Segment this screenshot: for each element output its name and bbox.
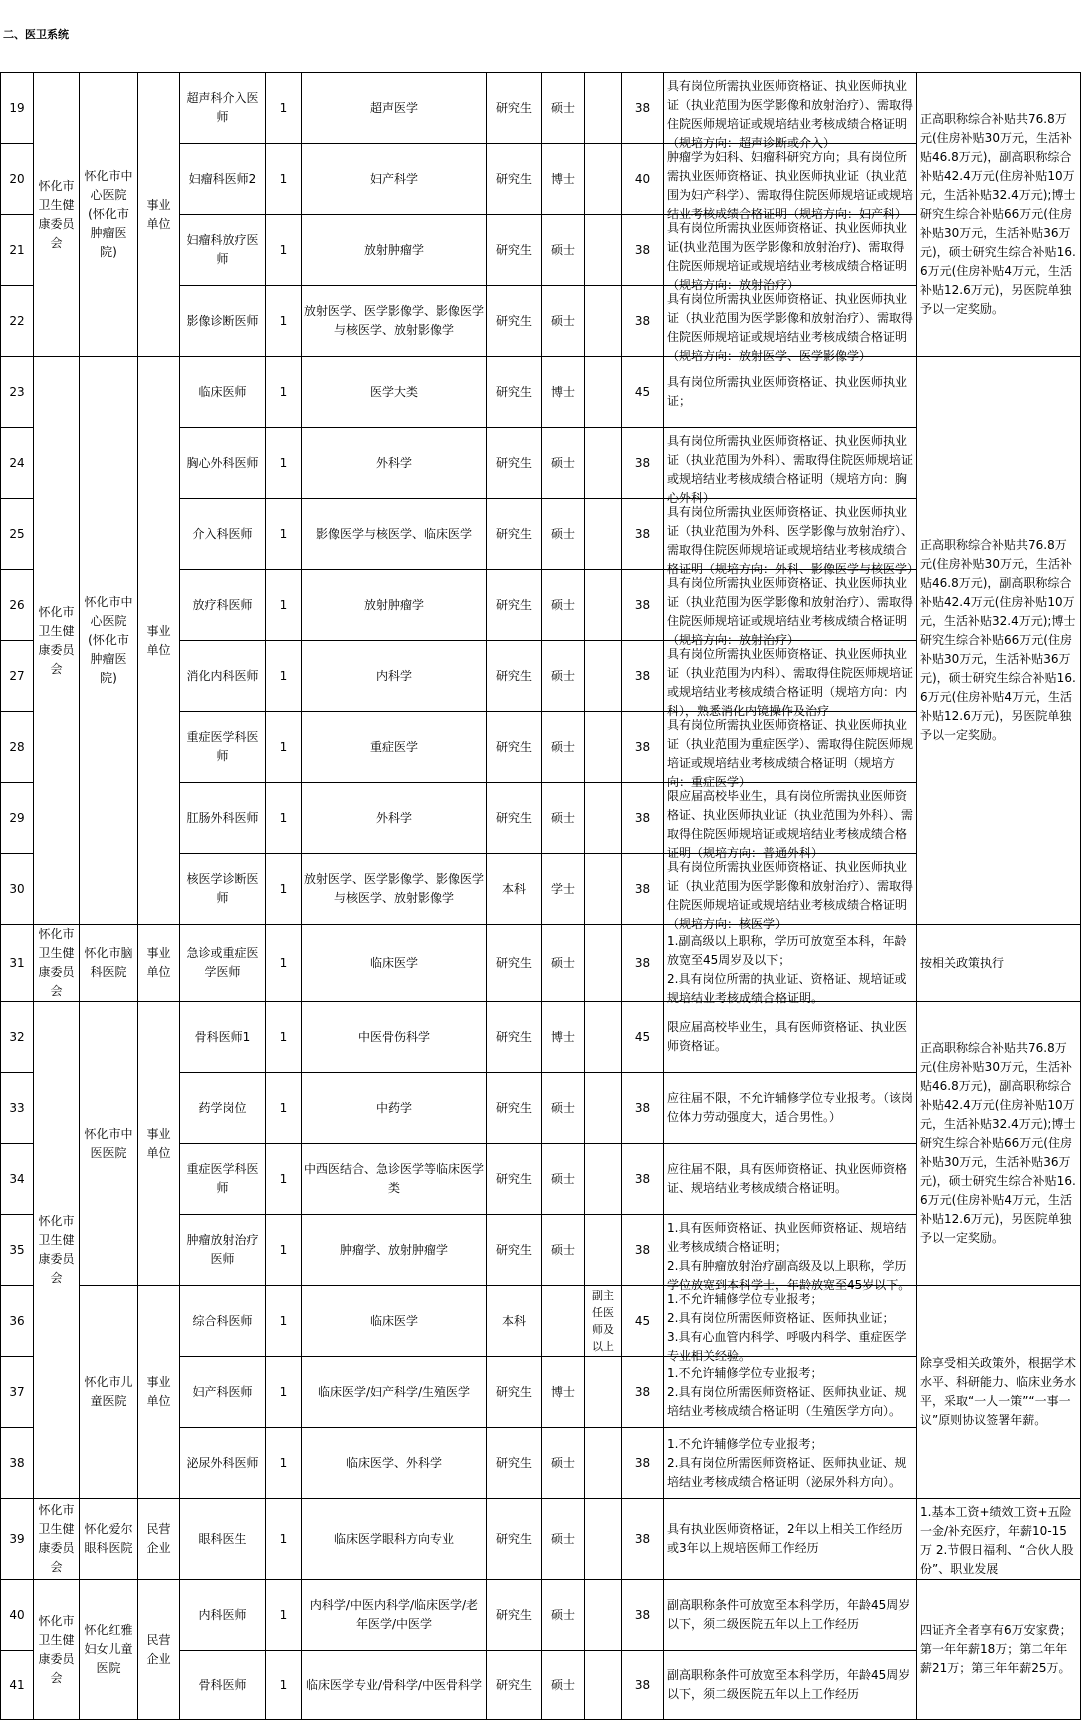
degree-cell: 硕士 — [542, 641, 585, 712]
row-number: 39 — [1, 1499, 34, 1580]
row-number: 23 — [1, 357, 34, 428]
post-name-cell: 急诊或重症医学医师 — [180, 925, 266, 1002]
title-requirement-cell: 副主任医师及以上 — [585, 1286, 622, 1357]
post-name-cell: 妇瘤科放疗医师 — [180, 215, 266, 286]
row-number: 31 — [1, 925, 34, 1002]
degree-cell: 硕士 — [542, 1428, 585, 1499]
employer-cell: 怀化红雅妇女儿童医院 — [80, 1580, 138, 1720]
age-limit-cell: 38 — [622, 854, 664, 925]
degree-cell: 博士 — [542, 1002, 585, 1073]
education-cell: 研究生 — [487, 1144, 542, 1215]
requirements-cell — [664, 215, 917, 292]
degree-cell: 学士 — [542, 854, 585, 925]
post-name-cell: 影像诊断医师 — [180, 286, 266, 357]
major-cell: 临床医学专业/骨科学/中医骨科学 — [302, 1651, 487, 1720]
requirements-cell — [664, 1499, 917, 1580]
age-limit-cell: 38 — [622, 712, 664, 783]
requirements-text: 具有岗位所需执业医师资格证、执业医师执业证（执业范围为医学影像和放射治疗）、需取得住院医师规培证或规培结业考核成绩合格证明（规培方向：放射医学、医学影像学） — [667, 292, 914, 363]
requirements-text: 具有岗位所需执业医师资格证、执业医师执业证（执业范围为医学影像和放射治疗）、需取得住院医师规培证或规培结业考核成绩合格证明（规培方向：超声诊断或介入） — [667, 79, 914, 150]
title-requirement-cell — [585, 712, 622, 783]
age-limit-cell: 38 — [622, 1357, 664, 1428]
age-limit-cell: 38 — [622, 1215, 664, 1286]
headcount-cell: 1 — [266, 73, 302, 144]
unit-type-cell: 民营企业 — [138, 1499, 180, 1580]
unit-type-cell: 民营企业 — [138, 1580, 180, 1720]
title-requirement-cell — [585, 854, 622, 925]
title-requirement-cell — [585, 286, 622, 357]
requirements-cell — [664, 1580, 917, 1651]
post-name-cell: 核医学诊断医师 — [180, 854, 266, 925]
row-number: 38 — [1, 1428, 34, 1499]
headcount-cell: 1 — [266, 1144, 302, 1215]
age-limit-cell: 38 — [622, 641, 664, 712]
unit-type-cell: 事业单位 — [138, 357, 180, 925]
education-cell: 研究生 — [487, 1428, 542, 1499]
age-limit-cell: 40 — [622, 144, 664, 215]
headcount-cell: 1 — [266, 144, 302, 215]
row-number: 30 — [1, 854, 34, 925]
benefits-cell: 四证齐全者享有6万安家费；第一年年薪18万；第二年年薪21万；第三年年薪25万。 — [917, 1580, 1081, 1720]
education-cell: 研究生 — [487, 783, 542, 854]
degree-cell: 硕士 — [542, 783, 585, 854]
requirements-cell — [664, 712, 917, 789]
age-limit-cell: 38 — [622, 428, 664, 499]
headcount-cell: 1 — [266, 499, 302, 570]
headcount-cell: 1 — [266, 357, 302, 428]
requirements-text: 应往届不限，具有医师资格证、执业医师资格证、规培结业考核成绩合格证明。 — [667, 1162, 908, 1195]
headcount-cell: 1 — [266, 1499, 302, 1580]
benefits-cell: 正高职称综合补贴共76.8万元(住房补贴30万元，生活补贴46.8万元)，副高职称综合补贴42.4万元(住房补贴10万元，生活补贴32.4万元);博士研究生综合补贴66万元(住房补贴30万元，生活补贴36万元)，硕士研究生综合补贴16.6万元(住房补贴4万元，生活补贴12.6万元)，另医院单独予以一定奖励。 — [917, 73, 1081, 357]
employer-cell: 怀化市儿童医院 — [80, 1286, 138, 1499]
post-name-cell: 消化内科医师 — [180, 641, 266, 712]
title-requirement-cell — [585, 783, 622, 854]
degree-cell: 硕士 — [542, 1580, 585, 1651]
headcount-cell: 1 — [266, 1651, 302, 1720]
major-cell: 外科学 — [302, 428, 487, 499]
education-cell: 研究生 — [487, 925, 542, 1002]
table-row — [1, 1499, 1081, 1580]
requirements-text: 限应届高校毕业生，具有岗位所需执业医师资格证、执业医师执业证（执业范围为外科）、需取得住院医师规培证或规培结业考核成绩合格证明（规培方向：普通外科） — [667, 789, 914, 860]
degree-cell: 硕士 — [542, 1215, 585, 1286]
requirements-cell — [664, 854, 917, 931]
degree-cell: 硕士 — [542, 215, 585, 286]
requirements-cell — [664, 286, 917, 363]
row-number: 28 — [1, 712, 34, 783]
row-number: 34 — [1, 1144, 34, 1215]
age-limit-cell: 38 — [622, 783, 664, 854]
headcount-cell: 1 — [266, 783, 302, 854]
post-name-cell: 内科医师 — [180, 1580, 266, 1651]
age-limit-cell: 38 — [622, 1428, 664, 1499]
table-row — [1, 925, 1081, 1002]
major-cell: 内科学 — [302, 641, 487, 712]
age-limit-cell: 38 — [622, 1073, 664, 1144]
title-requirement-cell — [585, 357, 622, 428]
degree-cell: 硕士 — [542, 925, 585, 1002]
degree-cell — [542, 1286, 585, 1357]
degree-cell: 博士 — [542, 144, 585, 215]
age-limit-cell: 45 — [622, 1002, 664, 1073]
table-body — [1, 73, 1081, 1720]
benefits-cell: 1.基本工资+绩效工资+五险一金/补充医疗，年薪10-15万 2.节假日福利、“合伙人股份”、职业发展 — [917, 1499, 1081, 1580]
row-number: 29 — [1, 783, 34, 854]
requirements-text: 副高职称条件可放宽至本科学历，年龄45周岁以下，须二级医院五年以上工作经历 — [667, 1598, 911, 1631]
requirements-text: 具有岗位所需执业医师资格证、执业医师执业证(执业范围为医学影像和放射治疗)、需取得住院医师规培证或规培结业考核成绩合格证明（规培方向：放射治疗） — [667, 221, 908, 292]
post-name-cell: 肿瘤放射治疗医师 — [180, 1215, 266, 1286]
requirements-text: 具有岗位所需执业医师资格证、执业医师执业证（执业范围为医学影像和放射治疗）、需取得住院医师规培证或规培结业考核成绩合格证明（规培方向：放射治疗） — [667, 576, 914, 647]
department-cell: 怀化市卫生健康委员会 — [34, 357, 80, 925]
row-number: 25 — [1, 499, 34, 570]
requirements-cell — [664, 1286, 917, 1363]
benefits-cell: 正高职称综合补贴共76.8万元(住房补贴30万元，生活补贴46.8万元)，副高职称综合补贴42.4万元(住房补贴10万元，生活补贴32.4万元);博士研究生综合补贴66万元(住房补贴30万元，生活补贴36万元)，硕士研究生综合补贴16.6万元(住房补贴4万元，生活补贴12.6万元)，另医院单独予以一定奖励。 — [917, 1002, 1081, 1286]
major-cell: 放射医学、医学影像学、影像医学与核医学、放射影像学 — [302, 286, 487, 357]
education-cell: 研究生 — [487, 712, 542, 783]
benefits-cell: 正高职称综合补贴共76.8万元(住房补贴30万元，生活补贴46.8万元)，副高职称综合补贴42.4万元(住房补贴10万元，生活补贴32.4万元);博士研究生综合补贴66万元(住房补贴30万元，生活补贴36万元)，硕士研究生综合补贴16.6万元(住房补贴4万元，生活补贴12.6万元)，另医院单独予以一定奖励。 — [917, 357, 1081, 925]
post-name-cell: 妇瘤科医师2 — [180, 144, 266, 215]
row-number: 32 — [1, 1002, 34, 1073]
major-cell: 临床医学、外科学 — [302, 1428, 487, 1499]
headcount-cell: 1 — [266, 215, 302, 286]
post-name-cell: 介入科医师 — [180, 499, 266, 570]
title-requirement-cell — [585, 499, 622, 570]
degree-cell: 硕士 — [542, 1144, 585, 1215]
post-name-cell: 眼科医生 — [180, 1499, 266, 1580]
major-cell: 肿瘤学、放射肿瘤学 — [302, 1215, 487, 1286]
row-number: 27 — [1, 641, 34, 712]
post-name-cell: 妇产科医师 — [180, 1357, 266, 1428]
requirements-cell — [664, 1215, 917, 1292]
requirements-text: 应往届不限，不允许辅修学位专业报考。（该岗位体力劳动强度大，适合男性。） — [667, 1091, 914, 1124]
age-limit-cell: 45 — [622, 1286, 664, 1357]
employer-cell: 怀化市中心医院(怀化市肿瘤医院) — [80, 357, 138, 925]
benefits-cell: 除享受相关政策外，根据学术水平、科研能力、临床业务水平，采取“一人一策”“一事一议”原则协议签署年薪。 — [917, 1286, 1081, 1499]
department-cell: 怀化市卫生健康委员会 — [34, 1580, 80, 1720]
requirements-cell — [664, 1357, 917, 1428]
recruitment-table — [0, 72, 1081, 1720]
employer-cell: 怀化市中医医院 — [80, 1002, 138, 1286]
benefits-cell: 按相关政策执行 — [917, 925, 1081, 1002]
unit-type-cell: 事业单位 — [138, 1286, 180, 1499]
education-cell: 研究生 — [487, 570, 542, 641]
major-cell: 外科学 — [302, 783, 487, 854]
title-requirement-cell — [585, 1073, 622, 1144]
row-number: 40 — [1, 1580, 34, 1651]
row-number: 26 — [1, 570, 34, 641]
row-number: 37 — [1, 1357, 34, 1428]
age-limit-cell: 38 — [622, 925, 664, 1002]
major-cell: 超声医学 — [302, 73, 487, 144]
headcount-cell: 1 — [266, 1428, 302, 1499]
requirements-cell — [664, 144, 917, 221]
headcount-cell: 1 — [266, 428, 302, 499]
major-cell: 临床医学眼科方向专业 — [302, 1499, 487, 1580]
education-cell: 研究生 — [487, 428, 542, 499]
row-number: 24 — [1, 428, 34, 499]
title-requirement-cell — [585, 428, 622, 499]
requirements-cell — [664, 1428, 917, 1499]
title-requirement-cell — [585, 1580, 622, 1651]
requirements-cell — [664, 1144, 917, 1215]
post-name-cell: 肛肠外科医师 — [180, 783, 266, 854]
age-limit-cell: 38 — [622, 1651, 664, 1720]
degree-cell: 硕士 — [542, 428, 585, 499]
major-cell: 放射肿瘤学 — [302, 570, 487, 641]
headcount-cell: 1 — [266, 1073, 302, 1144]
row-number: 35 — [1, 1215, 34, 1286]
education-cell: 研究生 — [487, 1580, 542, 1651]
requirements-text: 具有岗位所需执业医师资格证、执业医师执业证（执业范围为外科、医学影像与放射治疗）、需取得住院医师规培证或规培结业考核成绩合格证明（规培方向：外科、影像医学与核医学） — [667, 505, 920, 576]
post-name-cell: 胸心外科医师 — [180, 428, 266, 499]
degree-cell: 硕士 — [542, 712, 585, 783]
age-limit-cell: 38 — [622, 1144, 664, 1215]
major-cell: 中医骨伤科学 — [302, 1002, 487, 1073]
requirements-text: 具有岗位所需执业医师资格证、执业医师执业证（执业范围为内科）、需取得住院医师规培证或规培结业考核成绩合格证明（规培方向：内科），熟悉消化内镜操作及治疗 — [667, 647, 914, 718]
headcount-cell: 1 — [266, 1215, 302, 1286]
title-requirement-cell — [585, 925, 622, 1002]
title-requirement-cell — [585, 641, 622, 712]
major-cell: 重症医学 — [302, 712, 487, 783]
age-limit-cell: 38 — [622, 499, 664, 570]
age-limit-cell: 38 — [622, 1499, 664, 1580]
headcount-cell: 1 — [266, 1357, 302, 1428]
education-cell: 研究生 — [487, 1499, 542, 1580]
education-cell: 研究生 — [487, 1073, 542, 1144]
age-limit-cell: 38 — [622, 215, 664, 286]
education-cell: 研究生 — [487, 215, 542, 286]
education-cell: 研究生 — [487, 357, 542, 428]
headcount-cell: 1 — [266, 1002, 302, 1073]
requirements-text: 1.具有医师资格证、执业医师资格证、规培结业考核成绩合格证明； 2.具有肿瘤放射治疗副高级及以上职称，学历学位放宽到本科学士，年龄放宽至45岁以下。 — [667, 1221, 911, 1292]
unit-type-cell: 事业单位 — [138, 925, 180, 1002]
major-cell: 中西医结合、急诊医学等临床医学类 — [302, 1144, 487, 1215]
major-cell: 临床医学 — [302, 925, 487, 1002]
title-requirement-cell — [585, 1144, 622, 1215]
education-cell: 研究生 — [487, 1002, 542, 1073]
table-row — [1, 1580, 1081, 1651]
requirements-cell — [664, 641, 917, 718]
age-limit-cell: 38 — [622, 1580, 664, 1651]
requirements-text: 具有执业医师资格证，2年以上相关工作经历或3年以上规培医师工作经历 — [667, 1522, 903, 1555]
post-name-cell: 重症医学科医师 — [180, 712, 266, 783]
headcount-cell: 1 — [266, 286, 302, 357]
degree-cell: 硕士 — [542, 73, 585, 144]
education-cell: 研究生 — [487, 499, 542, 570]
title-requirement-cell — [585, 1428, 622, 1499]
unit-type-cell: 事业单位 — [138, 73, 180, 357]
table-row — [1, 1002, 1081, 1073]
degree-cell: 硕士 — [542, 570, 585, 641]
age-limit-cell: 38 — [622, 570, 664, 641]
unit-type-cell: 事业单位 — [138, 1002, 180, 1286]
table-row — [1, 73, 1081, 144]
headcount-cell: 1 — [266, 1286, 302, 1357]
headcount-cell: 1 — [266, 854, 302, 925]
major-cell: 中药学 — [302, 1073, 487, 1144]
requirements-text: 限应届高校毕业生，具有医师资格证、执业医师资格证。 — [667, 1020, 908, 1053]
requirements-cell — [664, 570, 917, 647]
post-name-cell: 骨科医师1 — [180, 1002, 266, 1073]
row-number: 20 — [1, 144, 34, 215]
post-name-cell: 超声科介入医师 — [180, 73, 266, 144]
department-cell: 怀化市卫生健康委员会 — [34, 73, 80, 357]
major-cell: 影像医学与核医学、临床医学 — [302, 499, 487, 570]
post-name-cell: 放疗科医师 — [180, 570, 266, 641]
major-cell: 医学大类 — [302, 357, 487, 428]
requirements-text: 具有岗位所需执业医师资格证、执业医师执业证（执业范围为外科）、需取得住院医师规培证或规培结业考核成绩合格证明（规培方向：胸心外科） — [667, 434, 914, 505]
title-requirement-cell — [585, 1215, 622, 1286]
headcount-cell: 1 — [266, 925, 302, 1002]
department-cell: 怀化市卫生健康委员会 — [34, 1499, 80, 1580]
degree-cell: 硕士 — [542, 499, 585, 570]
education-cell: 研究生 — [487, 286, 542, 357]
requirements-text: 具有岗位所需执业医师资格证、执业医师执业证（执业范围为医学影像和放射治疗）、需取得住院医师规培证或规培结业考核成绩合格证明（规培方向：核医学） — [667, 860, 914, 931]
requirements-cell — [664, 428, 917, 505]
employer-cell: 怀化爱尔眼科医院 — [80, 1499, 138, 1580]
education-cell: 研究生 — [487, 1215, 542, 1286]
education-cell: 本科 — [487, 854, 542, 925]
education-cell: 研究生 — [487, 641, 542, 712]
degree-cell: 硕士 — [542, 1073, 585, 1144]
department-cell: 怀化市卫生健康委员会 — [34, 1002, 80, 1499]
requirements-text: 1.副高级以上职称，学历可放宽至本科，年龄放宽至45周岁及以下； 2.具有岗位所需的执业证、资格证、规培证或规培结业考核成绩合格证明。 — [667, 934, 907, 1005]
age-limit-cell: 45 — [622, 357, 664, 428]
requirements-text: 1.不允许辅修学位专业报考； 2.具有岗位所需医师资格证、医师执业证、规培结业考核成绩合格证明（泌尿外科方向）。 — [667, 1436, 907, 1489]
requirements-cell — [664, 1002, 917, 1073]
row-number: 22 — [1, 286, 34, 357]
employer-cell: 怀化市中心医院(怀化市肿瘤医院) — [80, 73, 138, 357]
post-name-cell: 临床医师 — [180, 357, 266, 428]
row-number: 19 — [1, 73, 34, 144]
requirements-text: 具有岗位所需执业医师资格证、执业医师执业证（执业范围为重症医学）、需取得住院医师规培证或规培结业考核成绩合格证明（规培方向：重症医学） — [667, 718, 914, 789]
title-requirement-cell — [585, 73, 622, 144]
education-cell: 研究生 — [487, 144, 542, 215]
headcount-cell: 1 — [266, 570, 302, 641]
major-cell: 内科学/中医内科学/临床医学/老年医学/中医学 — [302, 1580, 487, 1651]
degree-cell: 硕士 — [542, 286, 585, 357]
title-requirement-cell — [585, 1651, 622, 1720]
employer-cell: 怀化市脑科医院 — [80, 925, 138, 1002]
degree-cell: 硕士 — [542, 1499, 585, 1580]
age-limit-cell: 38 — [622, 73, 664, 144]
row-number: 36 — [1, 1286, 34, 1357]
requirements-text: 1.不允许辅修学位专业报考； 2.具有岗位所需医师资格证、医师执业证； 3.具有心血管内科学、呼吸内科学、重症医学专业相关经验。 — [667, 1292, 907, 1363]
education-cell: 研究生 — [487, 73, 542, 144]
post-name-cell: 重症医学科医师 — [180, 1144, 266, 1215]
table-row — [1, 1286, 1081, 1357]
row-number: 21 — [1, 215, 34, 286]
major-cell: 放射医学、医学影像学、影像医学与核医学、放射影像学 — [302, 854, 487, 925]
requirements-text: 肿瘤学为妇科、妇瘤科研究方向；具有岗位所需执业医师资格证、执业医师执业证（执业范围为妇产科学）、需取得住院医师规培证或规培结业考核成绩合格证明（规培方向：妇产科） — [667, 150, 914, 221]
major-cell: 临床医学 — [302, 1286, 487, 1357]
title-requirement-cell — [585, 144, 622, 215]
title-requirement-cell — [585, 1499, 622, 1580]
headcount-cell: 1 — [266, 712, 302, 783]
requirements-cell — [664, 1651, 917, 1720]
requirements-text: 1.不允许辅修学位专业报考； 2.具有岗位所需医师资格证、医师执业证、规培结业考核成绩合格证明（生殖医学方向）。 — [667, 1365, 907, 1418]
title-requirement-cell — [585, 570, 622, 641]
requirements-text: 副高职称条件可放宽至本科学历，年龄45周岁以下，须二级医院五年以上工作经历 — [667, 1668, 911, 1701]
title-requirement-cell — [585, 1357, 622, 1428]
major-cell: 临床医学/妇产科学/生殖医学 — [302, 1357, 487, 1428]
education-cell: 研究生 — [487, 1651, 542, 1720]
post-name-cell: 综合科医师 — [180, 1286, 266, 1357]
degree-cell: 博士 — [542, 357, 585, 428]
requirements-cell — [664, 925, 917, 1005]
row-number: 41 — [1, 1651, 34, 1720]
headcount-cell: 1 — [266, 641, 302, 712]
education-cell: 研究生 — [487, 1357, 542, 1428]
post-name-cell: 泌尿外科医师 — [180, 1428, 266, 1499]
education-cell: 本科 — [487, 1286, 542, 1357]
post-name-cell: 骨科医师 — [180, 1651, 266, 1720]
post-name-cell: 药学岗位 — [180, 1073, 266, 1144]
degree-cell: 博士 — [542, 1357, 585, 1428]
requirements-cell — [664, 499, 920, 576]
major-cell: 放射肿瘤学 — [302, 215, 487, 286]
table-row — [1, 357, 1081, 428]
section-title: 二、医卫系统 — [3, 28, 69, 41]
requirements-cell — [664, 1073, 917, 1144]
degree-cell: 硕士 — [542, 1651, 585, 1720]
age-limit-cell: 38 — [622, 286, 664, 357]
requirements-cell — [664, 73, 917, 150]
headcount-cell: 1 — [266, 1580, 302, 1651]
requirements-cell — [664, 357, 917, 428]
major-cell: 妇产科学 — [302, 144, 487, 215]
requirements-cell — [664, 783, 917, 860]
requirements-text: 具有岗位所需执业医师资格证、执业医师执业证； — [667, 375, 908, 408]
row-number: 33 — [1, 1073, 34, 1144]
title-requirement-cell — [585, 1002, 622, 1073]
department-cell: 怀化市卫生健康委员会 — [34, 925, 80, 1002]
title-requirement-cell — [585, 215, 622, 286]
